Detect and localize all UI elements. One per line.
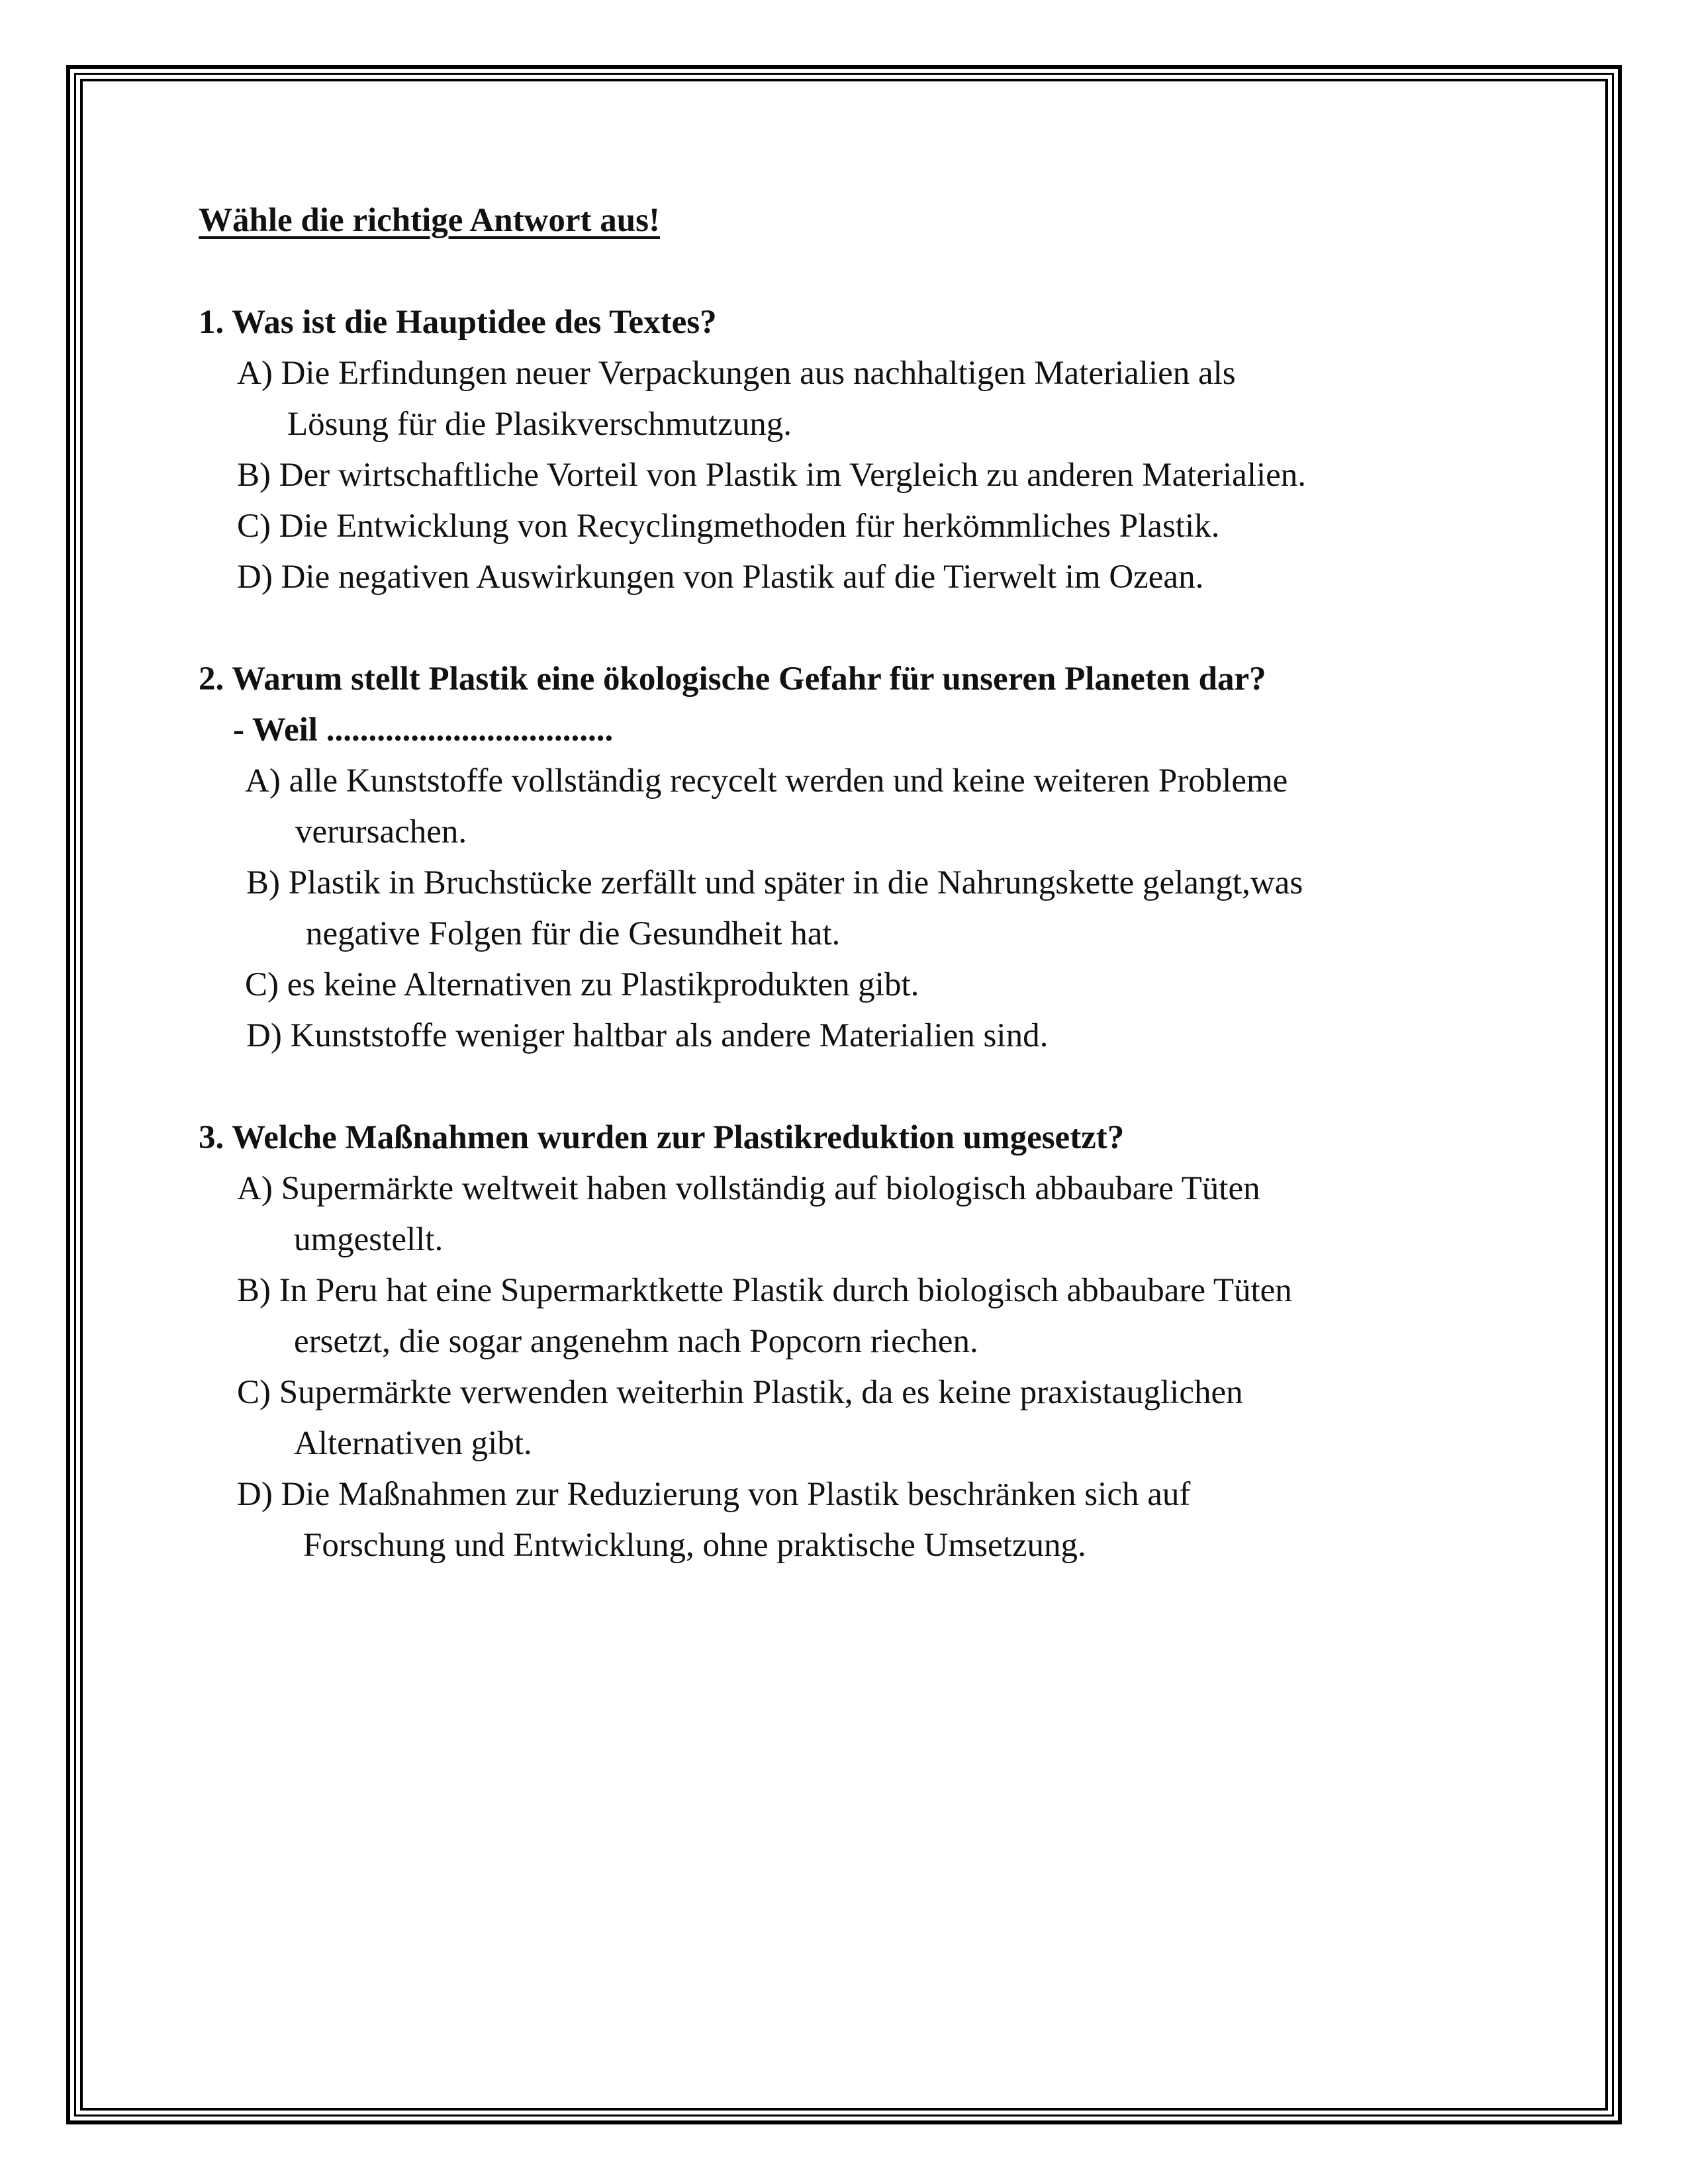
option-text: C) es keine Alternativen zu Plastikprodukten gibt. bbox=[245, 966, 919, 1003]
question-3-option-a[interactable] bbox=[199, 1163, 1489, 1265]
question-2-option-a[interactable] bbox=[199, 756, 1489, 858]
question-2-option-b[interactable] bbox=[199, 858, 1489, 960]
question-1-option-d[interactable] bbox=[199, 552, 1489, 603]
option-text: C) Supermärkte verwenden weiterhin Plastik, da es keine praxistauglichen bbox=[237, 1374, 1243, 1411]
option-text: A) Supermärkte weltweit haben vollständig auf biologisch abbaubare Tüten bbox=[237, 1170, 1260, 1207]
option-text: D) Die negativen Auswirkungen von Plastik auf die Tierwelt im Ozean. bbox=[237, 559, 1204, 596]
question-3-text: 3. Welche Maßnahmen wurden zur Plastikreduktion umgesetzt? bbox=[199, 1119, 1125, 1156]
question-2-option-c[interactable] bbox=[199, 960, 1489, 1011]
option-text: C) Die Entwicklung von Recyclingmethoden für herkömmliches Plastik. bbox=[237, 508, 1220, 545]
question-1-text: 1. Was ist die Hauptidee des Textes? bbox=[199, 304, 717, 341]
question-1 bbox=[199, 297, 1489, 603]
option-text-continued: Alternativen gibt. bbox=[294, 1425, 532, 1462]
option-text: A) alle Kunststoffe vollständig recycelt werden und keine weiteren Probleme bbox=[245, 762, 1288, 799]
option-text: B) In Peru hat eine Supermarktkette Plastik durch biologisch abbaubare Tüten bbox=[237, 1272, 1292, 1309]
option-text-continued: negative Folgen für die Gesundheit hat. bbox=[306, 915, 841, 952]
question-1-option-c[interactable] bbox=[199, 501, 1489, 552]
question-2-option-d[interactable] bbox=[199, 1011, 1489, 1062]
option-text: B) Der wirtschaftliche Vorteil von Plastik im Vergleich zu anderen Materialien. bbox=[237, 457, 1307, 494]
option-text: D) Kunststoffe weniger haltbar als andere Materialien sind. bbox=[246, 1017, 1049, 1054]
question-1-option-b[interactable] bbox=[199, 450, 1489, 501]
question-1-option-a[interactable] bbox=[199, 348, 1489, 450]
question-2-continuation: - Weil .................................. bbox=[233, 711, 614, 749]
option-text-continued: Forschung und Entwicklung, ohne praktische Umsetzung. bbox=[303, 1527, 1086, 1564]
question-3-option-d[interactable] bbox=[199, 1469, 1489, 1571]
question-3-option-c[interactable] bbox=[199, 1367, 1489, 1469]
option-text-continued: umgestellt. bbox=[294, 1221, 444, 1258]
option-text: D) Die Maßnahmen zur Reduzierung von Plastik beschränken sich auf bbox=[237, 1476, 1191, 1513]
question-3-option-b[interactable] bbox=[199, 1265, 1489, 1367]
question-3 bbox=[199, 1113, 1489, 1571]
option-text: B) Plastik in Bruchstücke zerfällt und später in die Nahrungskette gelangt,was bbox=[246, 864, 1303, 901]
option-text-continued: verursachen. bbox=[295, 813, 467, 850]
question-2-text: 2. Warum stellt Plastik eine ökologische Gefahr für unseren Planeten dar? bbox=[199, 660, 1266, 698]
option-text-continued: Lösung für die Plasikverschmutzung. bbox=[287, 406, 792, 443]
option-text-continued: ersetzt, die sogar angenehm nach Popcorn riechen. bbox=[294, 1323, 978, 1360]
option-text: A) Die Erfindungen neuer Verpackungen aus nachhaltigen Materialien als bbox=[237, 355, 1236, 392]
worksheet-title: Wähle die richtige Antwort aus! bbox=[199, 202, 660, 239]
worksheet-content bbox=[199, 195, 1489, 1622]
question-2 bbox=[199, 654, 1489, 1062]
